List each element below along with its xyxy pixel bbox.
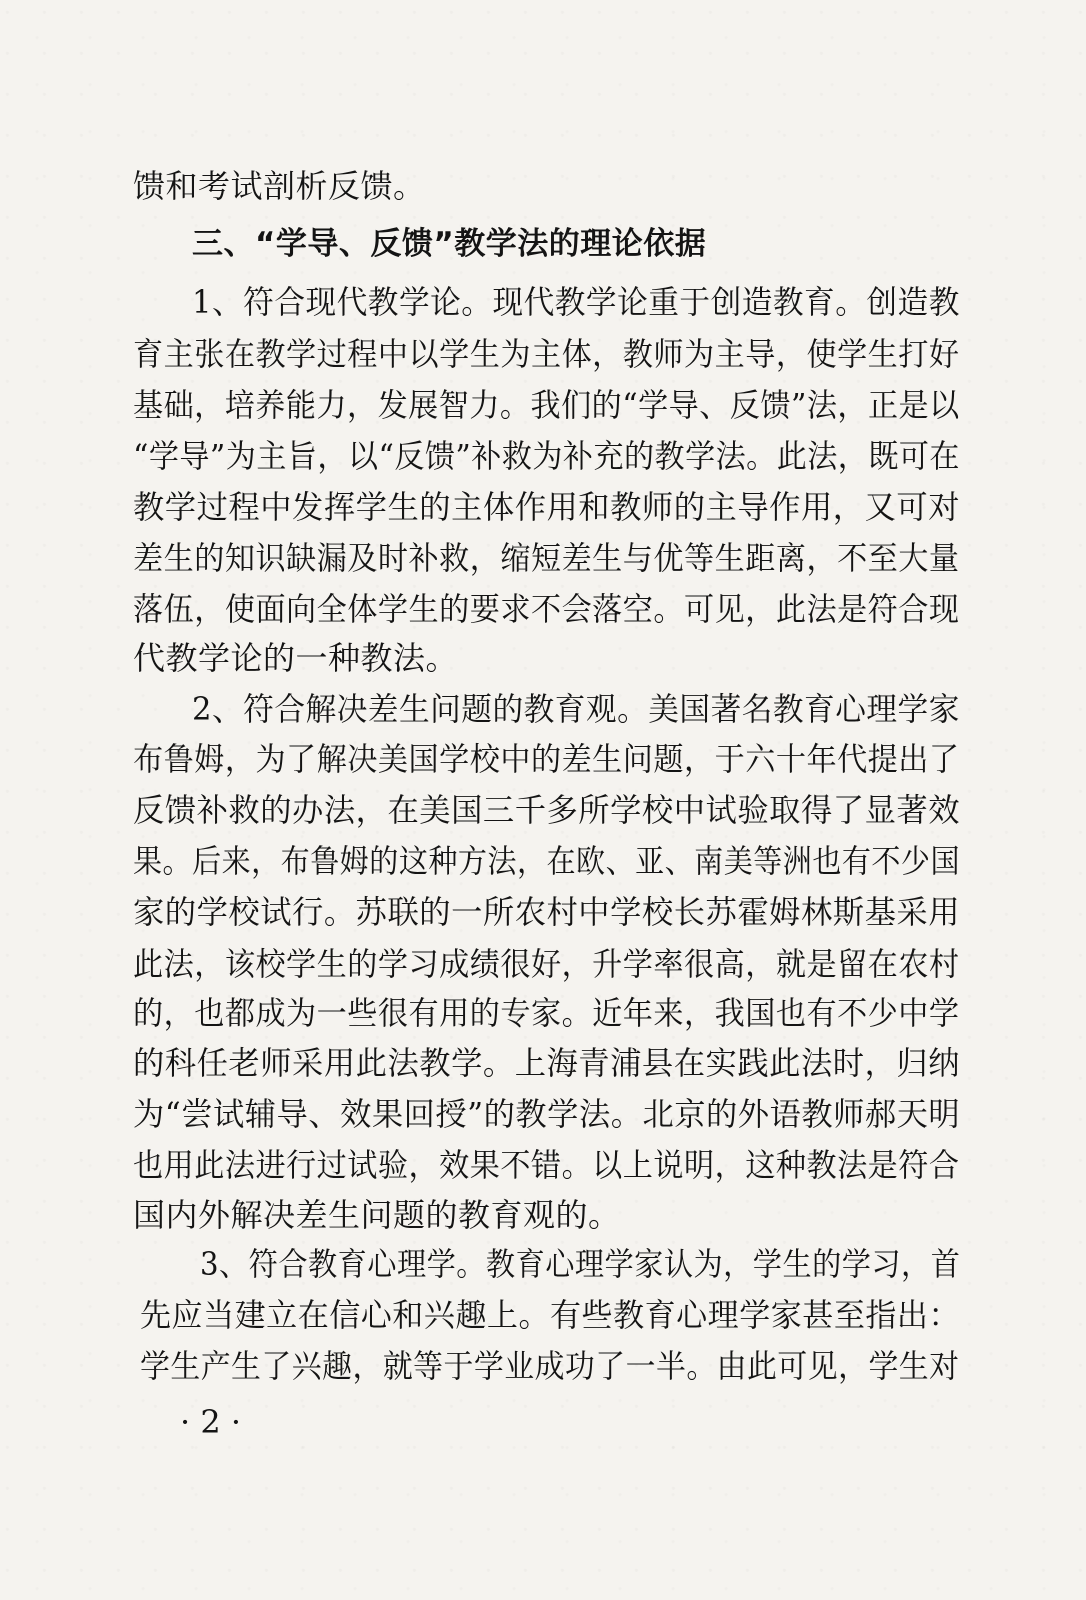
text-line-16: 此法，该校学生的学习成绩很好，升学率很高，就是留在农村 xyxy=(133,945,960,983)
text-line-17: 的，也都成为一些很有用的专家。近年来，我国也有不少中学 xyxy=(133,994,960,1032)
text-line-24: 学生产生了兴趣，就等于学业成功了一半。由此可见，学生对 xyxy=(140,1347,960,1385)
text-line-8: 差生的知识缺漏及时补救，缩短差生与优等生距离，不至大量 xyxy=(133,539,960,577)
page-number: · 2 · xyxy=(180,1403,242,1441)
text-line-12: 布鲁姆，为了解决美国学校中的差生问题，于六十年代提出了 xyxy=(133,740,960,778)
text-line-15: 家的学校试行。苏联的一所农村中学校长苏霍姆林斯基采用 xyxy=(133,893,961,931)
text-line-18: 的科任老师采用此法教学。上海青浦县在实践此法时，归纳 xyxy=(133,1044,961,1082)
text-line-1: 馈和考试剖析反馈。 xyxy=(133,167,426,205)
text-line-14: 果。后来，布鲁姆的这种方法，在欧、亚、南美等洲也有不少国 xyxy=(133,842,961,880)
text-line-5: 基础，培养能力，发展智力。我们的“学导、反馈”法，正是以 xyxy=(133,386,960,424)
text-line-22: 3、符合教育心理学。教育心理学家认为，学生的学习，首 xyxy=(200,1245,961,1283)
text-line-4: 育主张在教学过程中以学生为主体，教师为主导，使学生打好 xyxy=(133,335,960,373)
section-heading: 三、“学导、反馈”教学法的理论依据 xyxy=(192,226,707,262)
text-line-19: 为“尝试辅导、效果回授”的教学法。北京的外语教师郝天明 xyxy=(133,1095,961,1133)
text-line-7: 教学过程中发挥学生的主体作用和教师的主导作用，又可对 xyxy=(133,488,961,526)
text-line-3: 1、符合现代教学论。现代教学论重于创造教育。创造教 xyxy=(192,283,960,321)
text-line-9: 落伍，使面向全体学生的要求不会落空。可见，此法是符合现 xyxy=(133,590,960,628)
text-line-10: 代教学论的一种教法。 xyxy=(133,639,459,677)
text-line-13: 反馈补救的办法，在美国三千多所学校中试验取得了显著效 xyxy=(133,791,961,829)
text-line-21: 国内外解决差生问题的教育观的。 xyxy=(133,1196,621,1234)
text-line-11: 2、符合解决差生问题的教育观。美国著名教育心理学家 xyxy=(192,690,960,728)
text-line-6: “学导”为主旨，以“反馈”补救为补充的教学法。此法，既可在 xyxy=(133,437,960,475)
text-line-20: 也用此法进行过试验，效果不错。以上说明，这种教法是符合 xyxy=(133,1146,960,1184)
text-line-23: 先应当建立在信心和兴趣上。有些教育心理学家甚至指出： xyxy=(140,1296,961,1334)
